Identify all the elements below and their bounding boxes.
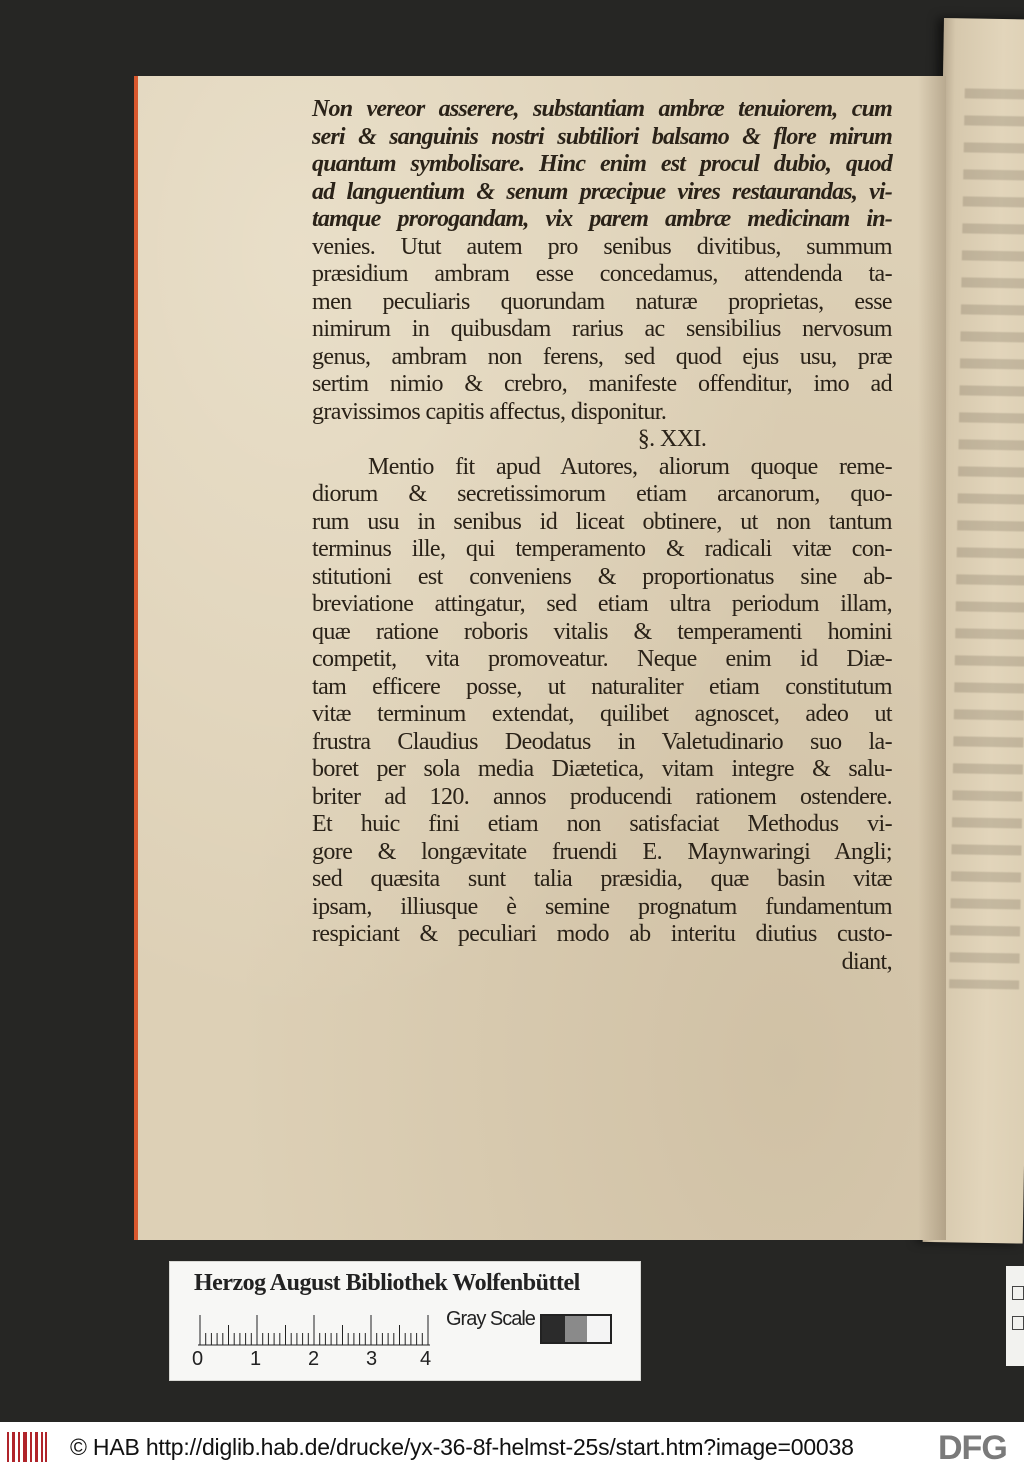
page-text xyxy=(312,96,892,976)
ruler-numbers xyxy=(192,1348,432,1372)
text-line: sed quæsita sunt talia præsidia, quæ basin vitæ xyxy=(312,866,892,892)
text-line: men peculiaris quorundam naturæ proprietas, esse xyxy=(312,288,892,315)
text-line: Non vereor asserere, substantiam ambræ tenuiorem, cum xyxy=(312,96,892,122)
text-line: frustra Claudius Deodatus in Valetudinario suo la- xyxy=(312,728,892,755)
side-calibration-card xyxy=(1006,1266,1024,1366)
footer-bar xyxy=(0,1422,1024,1472)
text-line: seri & sanguinis nostri subtiliori balsamo & flore mirum xyxy=(312,123,892,150)
text-line: venies. Utut autem pro senibus divitibus, summum xyxy=(312,233,892,260)
text-line: vitæ terminum extendat, quilibet agnoscet, adeo ut xyxy=(312,701,892,727)
color-calibration-card xyxy=(170,1262,640,1380)
ruler-number: 4 xyxy=(420,1348,432,1370)
text-line: genus, ambram non ferens, sed quod ejus usu, præ xyxy=(312,343,892,370)
text-line: stitutioni est conveniens & proportionatus sine ab- xyxy=(312,563,892,590)
text-line: præsidium ambram esse concedamus, attendenda ta- xyxy=(312,261,892,287)
text-line: tamque prorogandam, vix parem ambræ medicinam in- xyxy=(312,206,892,232)
text-line: sertim nimio & crebro, manifeste offenditur, imo ad xyxy=(312,371,892,397)
text-line: competit, vita promoveatur. Neque enim id Diæ- xyxy=(312,646,892,672)
copyright-link[interactable]: © HAB http://diglib.hab.de/drucke/yx-36-8f-helmst-25s/start.htm?image=00038 xyxy=(70,1434,854,1460)
barcode-icon xyxy=(6,1432,48,1462)
text-line: briter ad 120. annos producendi rationem ostendere. xyxy=(312,783,892,810)
text-line: ipsam, illiusque è semine prognatum fundamentum xyxy=(312,893,892,920)
ruler-number: 2 xyxy=(308,1348,320,1370)
side-card-mark xyxy=(1012,1286,1024,1300)
text-line: Et huic fini etiam non satisfaciat Methodus vi- xyxy=(312,811,892,837)
text-line: ad languentium & senum præcipue vires restaurandas, vi- xyxy=(312,178,892,205)
text-line: respiciant & peculiari modo ab interitu diutius custo- xyxy=(312,921,892,947)
swatch-light xyxy=(587,1316,610,1342)
gutter-shadow xyxy=(918,76,946,1240)
ruler-number: 1 xyxy=(250,1348,262,1370)
text-line: quantum symbolisare. Hinc enim est procul dubio, quod xyxy=(312,151,892,177)
swatch-dark xyxy=(542,1316,565,1342)
gray-scale-label: Gray Scale xyxy=(446,1308,535,1330)
text-line: nimirum in quibusdam rarius ac sensibilius nervosum xyxy=(312,316,892,342)
ruler-number: 3 xyxy=(366,1348,378,1370)
gray-scale-swatches xyxy=(540,1314,612,1344)
text-line: quæ ratione roboris vitalis & temperamenti homini xyxy=(312,618,892,645)
ruler-number: 0 xyxy=(192,1348,204,1370)
dfg-logo: DFG xyxy=(938,1429,1007,1467)
text-line: boret per sola media Diætetica, vitam integre & salu- xyxy=(312,756,892,782)
swatch-mid xyxy=(565,1316,588,1342)
library-name: Herzog August Bibliothek Wolfenbüttel xyxy=(194,1270,580,1296)
facing-page-text-bleed xyxy=(949,88,1024,989)
section-heading: §. XXI. xyxy=(637,426,707,452)
side-card-mark xyxy=(1012,1316,1024,1330)
text-line: diorum & secretissimorum etiam arcanorum, quo- xyxy=(312,481,892,507)
text-line: gravissimos capitis affectus, disponitur. xyxy=(312,398,667,425)
text-line: tam efficere posse, ut naturaliter etiam constitutum xyxy=(312,673,892,700)
ruler-scale xyxy=(198,1312,430,1346)
text-line: gore & longævitate fruendi E. Maynwaringi Angli; xyxy=(312,838,892,865)
catchword: diant, xyxy=(841,948,892,975)
text-line: rum usu in senibus id liceat obtinere, ut non tantum xyxy=(312,508,892,535)
text-line: Mentio fit apud Autores, aliorum quoque reme- xyxy=(368,453,892,480)
text-line: breviatione attingatur, sed etiam ultra periodum illam, xyxy=(312,591,892,617)
text-line: terminus ille, qui temperamento & radicali vitæ con- xyxy=(312,536,892,562)
